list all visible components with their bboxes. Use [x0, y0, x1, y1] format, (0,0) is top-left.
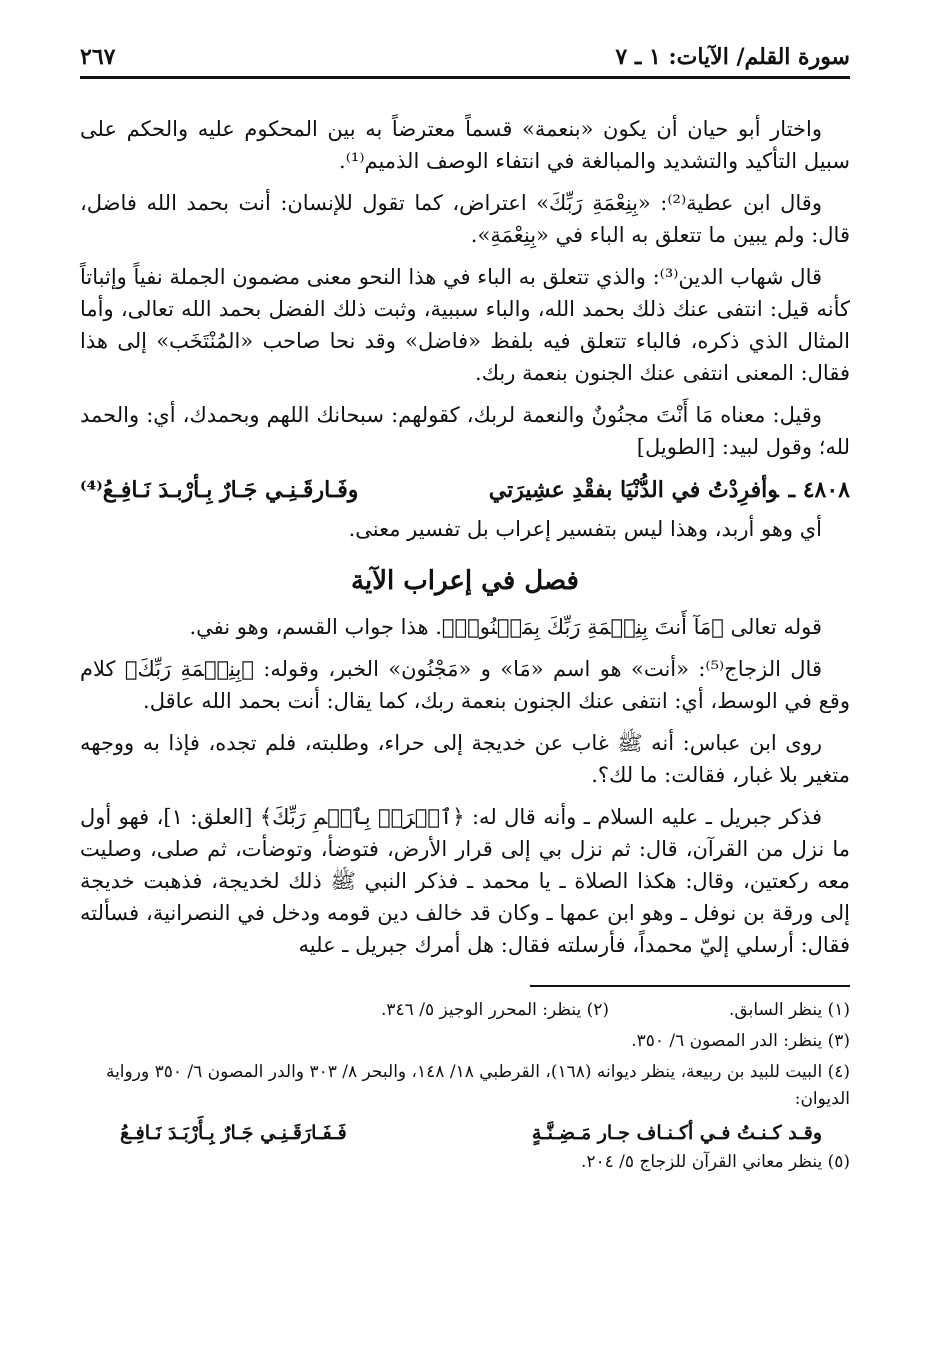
footnote-row [80, 997, 850, 1028]
poem-second-half: وفَـارقَـنِـي جَـارٌ بِـأرْبـدَ نَـافِـعُ⁽⁴⁾ [80, 477, 359, 503]
paragraph: أي وهو أربد، وهذا ليس بتفسير إعراب بل تفسير معنى. [348, 517, 822, 541]
paragraph: وقال ابن عطية⁽²⁾: «بِنِعْمَةِ رَبِّكَ» اعتراض، كما تقول للإنسان: أنت بحمد الله فاضل، قال: ولم يبين ما تتعلق به الباء في «بِنِعْمَةِ». [80, 191, 850, 247]
poem-first-text: وأفرِدْتُ في الدُّنْيَا بفقْدِ عشِيرَتي [488, 477, 779, 503]
page-header [80, 44, 850, 79]
footnotes [80, 997, 850, 1176]
footnote-3: (٣) ينظر: الدر المصون ٦/ ٣٥٠. [631, 1031, 850, 1051]
paragraph: قال شهاب الدين⁽³⁾: والذي تتعلق به الباء في هذا النحو معنى مضمون الجملة نفياً وإثباتاً كأنه قيل: انتفى عنك ذلك بحمد الله، والباء سببية، وثبت ذلك الفضل بحمد الله تعالى، وأما المثال الذي ذكره، فالباء تتعلق فيه بلفظ «فاضل» وقد نحا صاحب «المُنْتَخَب» إلى هذا فقال: المعنى انتفى عنك الجنون بنعمة ربك. [80, 265, 850, 385]
footnote-verse [80, 1117, 850, 1149]
footnote-4: (٤) البيت للبيد بن ربيعة، ينظر ديوانه (١٦٨)، القرطبي ١٨/ ١٤٨، والبحر ٨/ ٣٠٣ والدر المصون ٦/ ٣٥٠ ورواية الديوان: [105, 1062, 850, 1109]
footnote-divider [530, 985, 850, 987]
paragraph: قوله تعالى ﴿مَآ أَنتَ بِنِعۡمَةِ رَبِّكَ بِمَجۡنُونٖ﴾. هذا جواب القسم، وهو نفي. [189, 615, 822, 639]
paragraph: روى ابن عباس: أنه ﷺ غاب عن خديجة إلى حراء، وطلبته، فلم تجده، فإذا به ووجهه متغير بلا غبار، فقالت: ما لك؟. [80, 731, 850, 787]
footnote-2: (٢) ينظر: المحرر الوجيز ٥/ ٣٤٦. [380, 1000, 610, 1020]
poem-number: ٤٨٠٨ ـ [788, 477, 850, 503]
poem-verse [80, 473, 850, 507]
page-number: ٢٦٧ [80, 44, 116, 70]
footnote-5: (٥) ينظر معاني القرآن للزجاج ٥/ ٢٠٤. [580, 1152, 850, 1172]
poem-first-half [489, 473, 850, 507]
paragraph: واختار أبو حيان أن يكون «بنعمة» قسماً معترضاً به بين المحكوم عليه والحكم على سبيل التأكيد والتشديد والمبالغة في انتفاء الوصف الذميم⁽¹⁾. [80, 117, 850, 173]
paragraph: وقيل: معناه مَا أَنْتَ مجنُونٌ والنعمة لربك، كقولهم: سبحانك اللهم وبحمدك، أي: والحمد لله؛ وقول لبيد: [الطويل] [80, 403, 850, 459]
footnote-verse-first: وقـد كـنـتُ فـي أكـنـاف جـار مَـضِـنَّـةٍ [531, 1122, 822, 1144]
footnote-verse-second: فَـفَـارَقَـنِـي جَـارٌ بِـأَرْبَـدَ نَـافِـعُ [120, 1122, 347, 1144]
running-title: سورة القلم/ الآيات: ١ ـ ٧ [615, 44, 850, 70]
section-heading: فصل في إعراب الآية [351, 566, 579, 596]
paragraph: فذكر جبريل ـ عليه السلام ـ وأنه قال له: ﴿ٱقۡرَأۡ بِٱسۡمِ رَبِّكَ﴾ [العلق: ١]، فهو أول ما نزل من القرآن، قال: ثم نزل بي إلى قرار الأرض، فتوضأ، وتوضأت، ثم صلى، وصليت معه ركعتين، وقال: هكذا الصلاة ـ يا محمد ـ فذكر النبي ﷺ ذلك لخديجة، فذهبت خديجة إلى ورقة بن نوفل ـ وهو ابن عمها ـ وكان قد خالف دين قومه ودخل في النصرانية، فسألته فقال: أرسلي إليّ محمداً، فأرسلته فقال: هل أمرك جبريل ـ عليه [80, 805, 850, 957]
footnote-1: (١) ينظر السابق. [729, 1000, 850, 1020]
paragraph: قال الزجاج⁽⁵⁾: «أنت» هو اسم «مَا» و «مَجْنُون» الخبر، وقوله: ﴿بِنِعۡمَةِ رَبِّكَ﴾ كلام وقع في الوسط، أي: انتفى عنك الجنون بنعمة ربك، كما يقال: أنت بحمد الله عاقل. [80, 657, 850, 713]
main-text [80, 113, 850, 961]
